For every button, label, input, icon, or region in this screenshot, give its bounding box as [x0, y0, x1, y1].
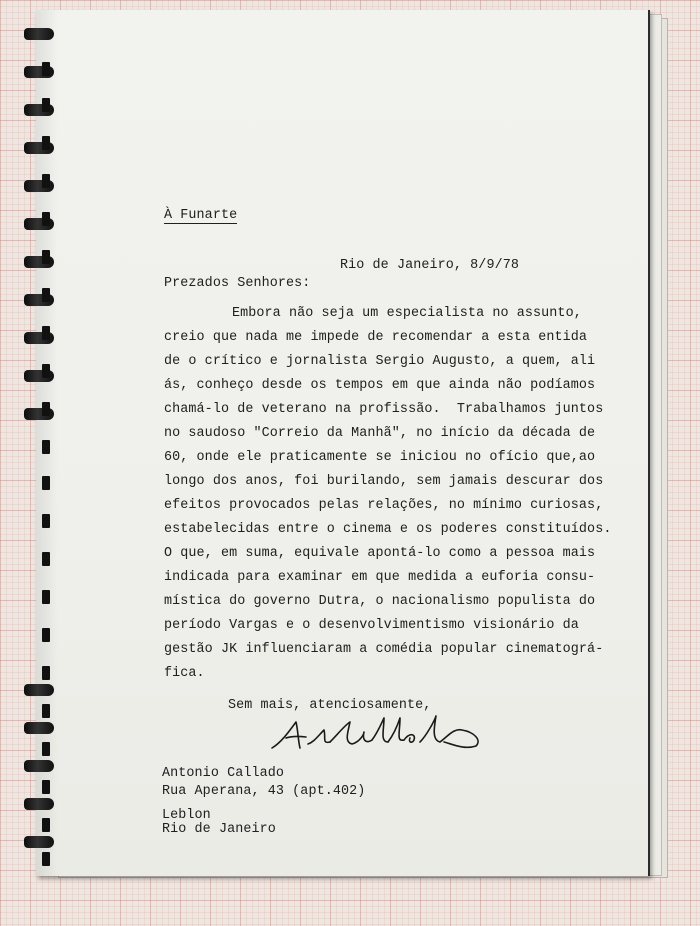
body-line: ás, conheço desde os tempos em que ainda não podíamos	[164, 378, 596, 393]
place-date: Rio de Janeiro, 8/9/78	[340, 258, 519, 273]
body-line: gestão JK influenciaram a comédia popular cinematográ-	[164, 642, 604, 657]
body-line: 60, onde ele praticamente se iniciou no ofício que,ao	[164, 450, 596, 465]
body-line: chamá-lo de veterano na profissão. Trabalhamos juntos	[164, 402, 604, 417]
sender-name: Antonio Callado	[162, 766, 285, 781]
body-line: longo dos anos, foi burilando, sem jamais descurar dos	[164, 474, 604, 489]
body-line: efeitos provocados pelas relações, no mínimo curiosas,	[164, 498, 604, 513]
body-line: O que, em suma, equivale apontá-lo como a pessoa mais	[164, 546, 596, 561]
spiral-binding	[24, 18, 56, 878]
address-line: Rua Aperana, 43 (apt.402)	[162, 784, 366, 799]
body-line: creio que nada me impede de recomendar a esta entida	[164, 330, 588, 345]
body-line: Embora não seja um especialista no assunto,	[232, 306, 582, 321]
body-line: indicada para examinar em que medida a euforia consu-	[164, 570, 596, 585]
salutation: Prezados Senhores:	[164, 276, 311, 291]
body-line: período Vargas e o desenvolvimentismo visionário da	[164, 618, 579, 633]
body-line: estabelecidas entre o cinema e os poderes constituídos.	[164, 522, 612, 537]
address-line: Leblon	[162, 808, 211, 823]
body-line: fica.	[164, 666, 205, 681]
handwritten-signature	[268, 712, 488, 756]
address-line: Rio de Janeiro	[162, 822, 276, 837]
body-line: mística do governo Dutra, o nacionalismo populista do	[164, 594, 596, 609]
body-line: de o crítico e jornalista Sergio Augusto, a quem, ali	[164, 354, 596, 369]
closing: Sem mais, atenciosamente,	[228, 698, 432, 713]
body-line: no saudoso "Correio da Manhã", no início da década de	[164, 426, 596, 441]
recipient: À Funarte	[164, 208, 238, 223]
